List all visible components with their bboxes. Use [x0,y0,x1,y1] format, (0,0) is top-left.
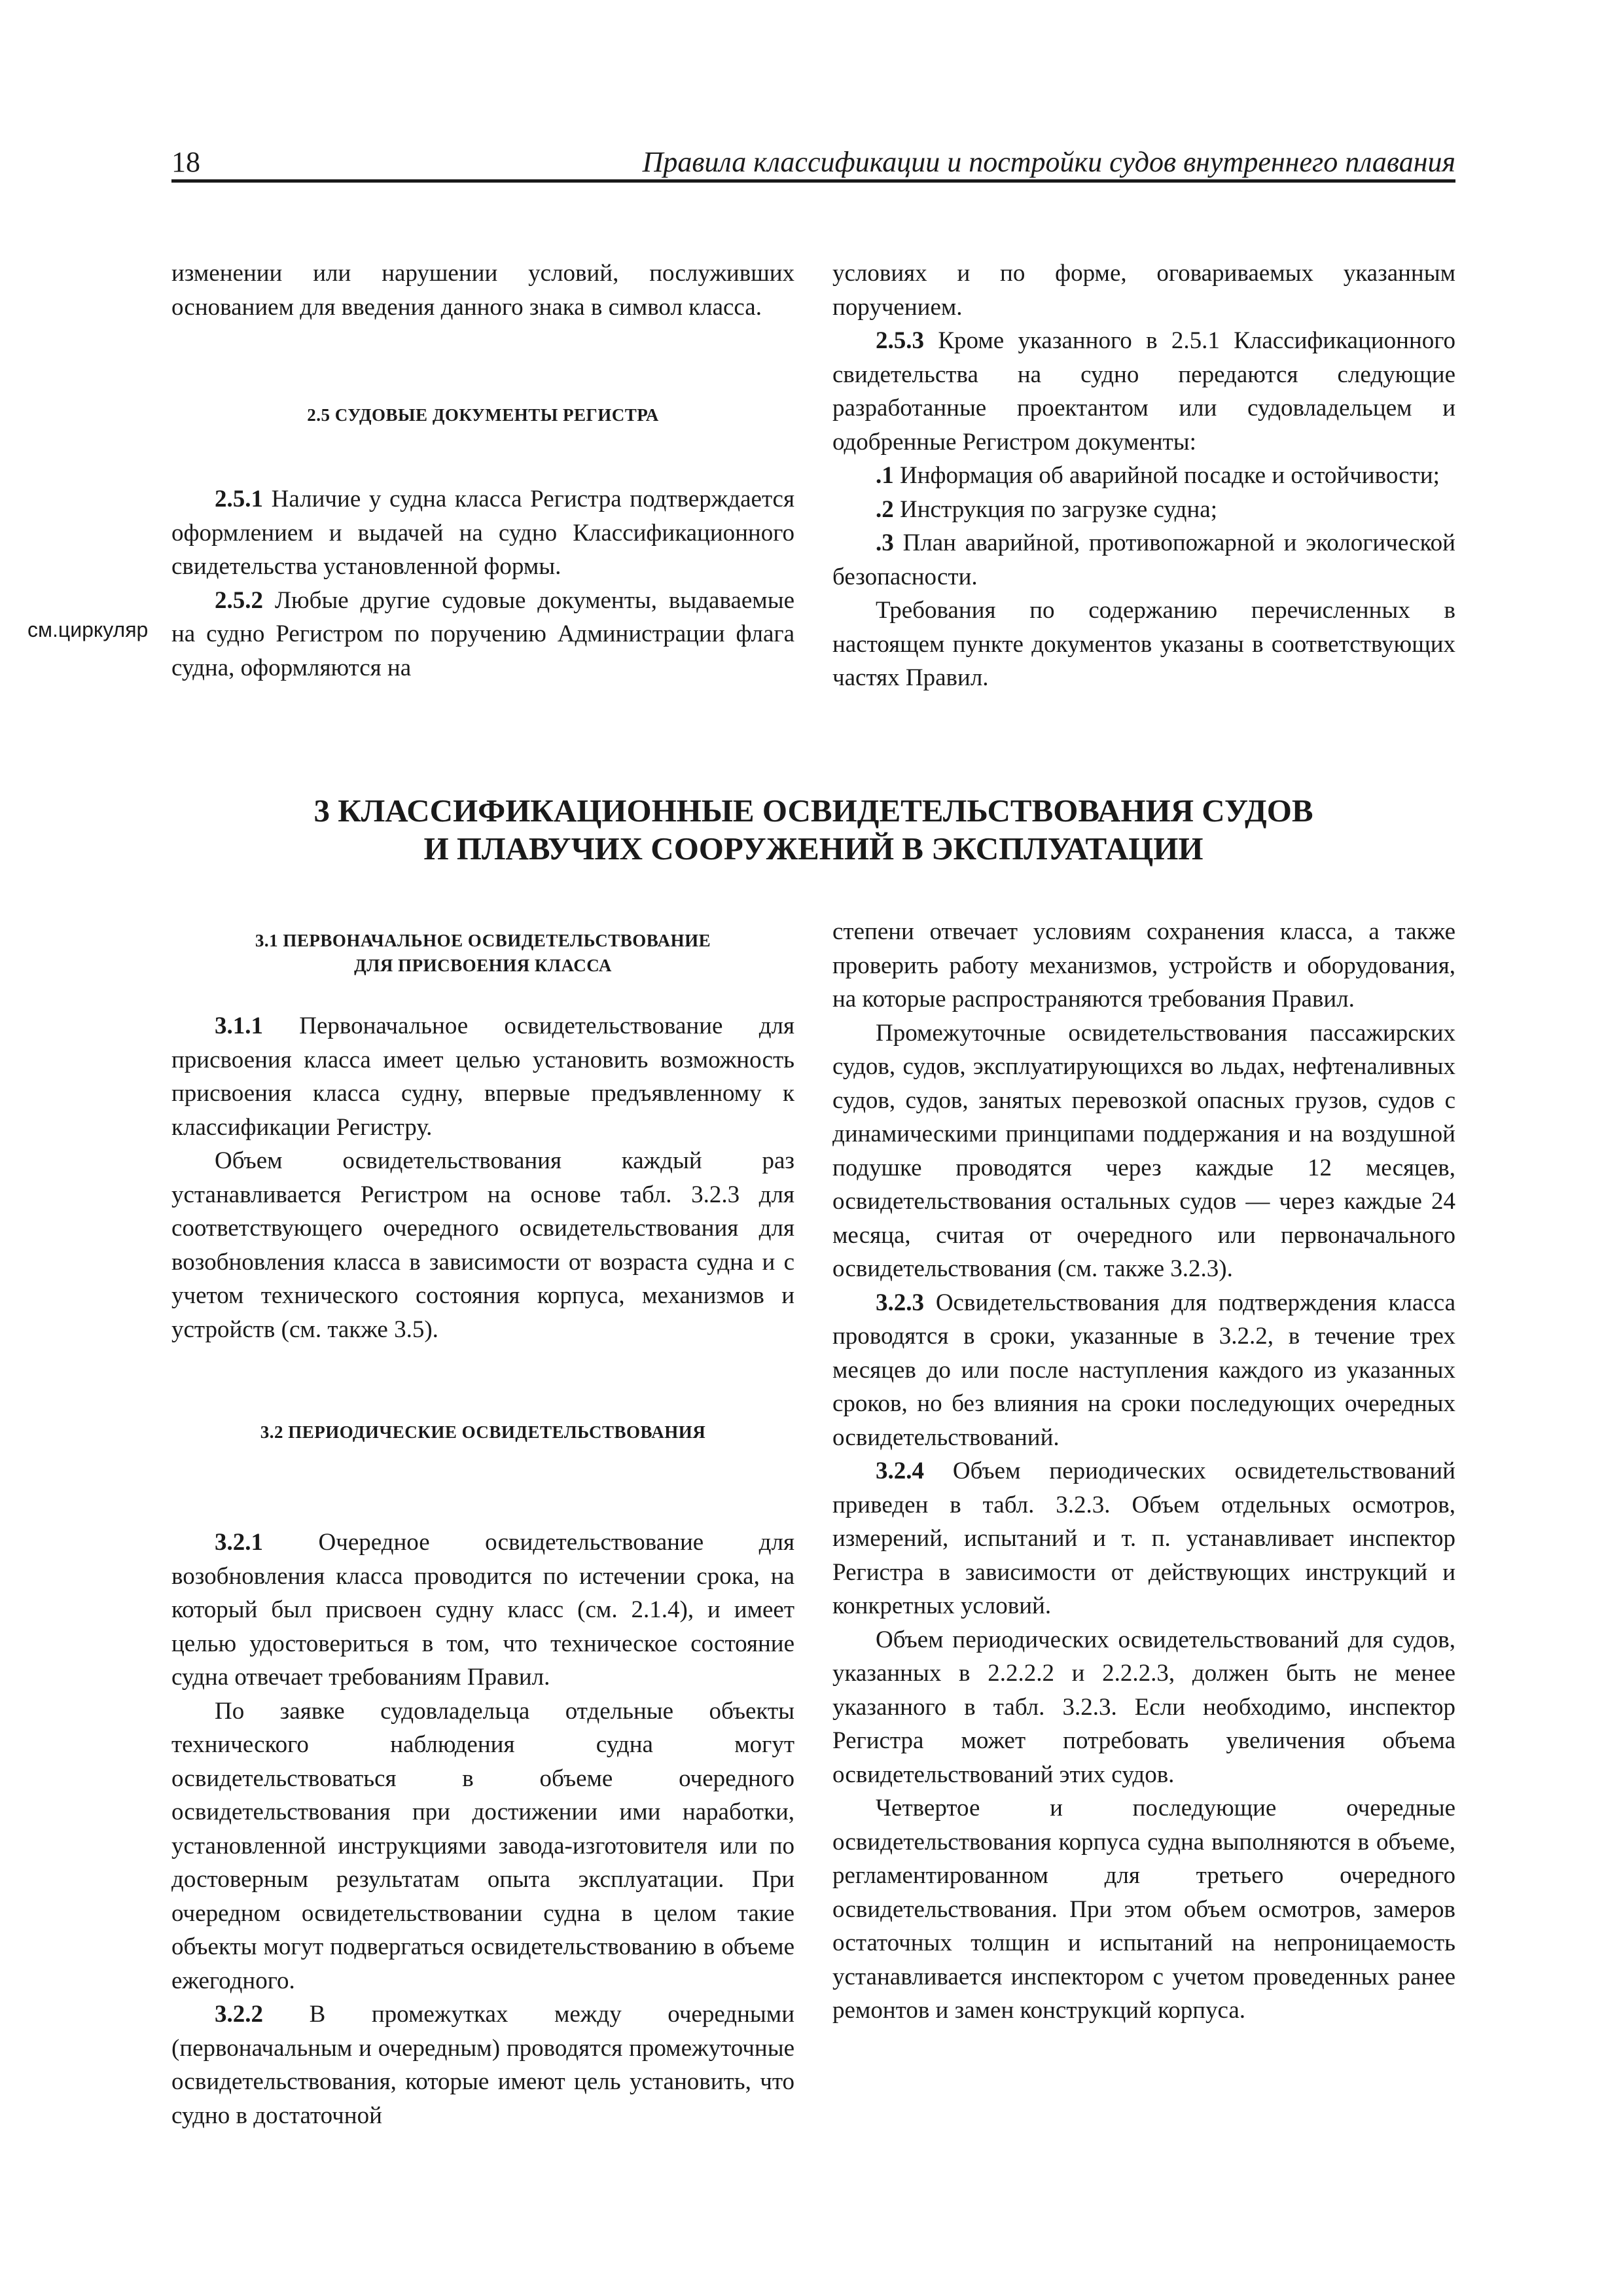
section-heading-3-2: 3.2 ПЕРИОДИЧЕСКИЕ ОСВИДЕТЕЛЬСТВОВАНИЯ [260,1422,706,1442]
paragraph-3-2-2: 3.2.2 В промежутках между очередными (первоначальным и очередным) проводятся промежуточные освидетельствования, которые имеют цель установить, что судно в достаточной [171,2001,794,2129]
paragraph-scope: Объем периодических освидетельствований для судов, указанных в 2.2.2.2 и 2.2.2.3, должен быть не менее указанного в табл. 3.2.3. Если необходимо, инспектор Регистра может потребовать увеличения объема освидетельствований этих судов. [832,1626,1455,1788]
section-heading-3-1: 3.1 ПЕРВОНАЧАЛЬНОЕ ОСВИДЕТЕЛЬСТВОВАНИЕ ДЛЯ ПРИСВОЕНИЯ КЛАССА [255,931,711,975]
paragraph-3-1-1: 3.1.1 Первоначальное освидетельствование для присвоения класса имеет целью установить возможность присвоения класса судну, впервые предъявленному к классификации Регистру. [171,1013,794,1141]
clause-number: 3.2.2 [215,2001,263,2028]
clause-number: 2.5.3 [876,327,924,354]
chapter-title-line-1: 3 КЛАССИФИКАЦИОННЫЕ ОСВИДЕТЕЛЬСТВОВАНИЯ СУДОВ [313,793,1313,829]
continuation-paragraph: степени отвечает условиям сохранения класса, а также проверить работу механизмов, устройств и оборудования, на которые распространяются требования Правил. [832,918,1455,1013]
paragraph-3-2-1-cont: По заявке судовладельца отдельные объекты технического наблюдения судна могут освидетельствоваться в объеме очередного освидетельствования при достижении ими наработки, установленной инструкциями завода-изготовителя или по достоверным результатам опыта эксплуатации. При очередном освидетельствовании судна в целом такие объекты могут подвергаться освидетельствованию в объеме ежегодного. [171,1697,794,1994]
paragraph-3-2-3: 3.2.3 Освидетельствования для подтверждения класса проводятся в сроки, указанные в 3.2.2, в течение трех месяцев до или после наступления каждого из указанных сроков, но без влияния на сроки последующих очередных освидетельствований. [832,1289,1455,1451]
chapter-title-line-2: И ПЛАВУЧИХ СООРУЖЕНИЙ В ЭКСПЛУАТАЦИИ [423,831,1204,867]
list-item: .3 План аварийной, противопожарной и экологической безопасности. [832,529,1455,590]
top-right-column [832,257,1455,695]
clause-number: 3.2.3 [876,1289,924,1316]
clause-number: 3.2.4 [876,1458,924,1484]
list-item: .1 Информация об аварийной посадке и остойчивости; [876,462,1440,489]
bottom-right-column [832,915,1455,2028]
bottom-left-column [171,928,794,2132]
chapter-title [171,792,1455,868]
paragraph-2-5-2: 2.5.2 Любые другие судовые документы, выдаваемые на судно Регистром по поручению Администрации флага судна, оформляются на [171,586,794,681]
paragraph-3-1-1-cont: Объем освидетельствования каждый раз устанавливается Регистром на основе табл. 3.2.3 для соответствующего очередного освидетельствования для возобновления класса в зависимости от возраста судна и с учетом технического состояния корпуса, механизмов и устройств (см. также 3.5). [171,1147,794,1343]
paragraph-intermediate: Промежуточные освидетельствования пассажирских судов, судов, эксплуатирующихся во льдах, нефтеналивных судов, судов, занятых перевозкой опасных грузов, судов с динамическими принципами поддержания и на воздушной подушке проводятся через каждые 12 месяцев, освидетельствования остальных судов — через каждые 24 месяца, считая от очередного или первоначального освидетельствования (см. также 3.2.3). [832,1019,1455,1282]
header-rule [171,179,1455,183]
clause-number: 2.5.1 [215,486,263,512]
document-list [832,459,1455,594]
paragraph-3-2-1: 3.2.1 Очередное освидетельствование для возобновления класса проводится по истечении срока, на который был присвоен судну класс (см. 2.1.4), и имеет целью удостовериться в том, что техническое состояние судна отвечает требованиям Правил. [171,1529,794,1691]
continuation-paragraph: условиях и по форме, оговариваемых указанным поручением. [832,260,1455,321]
section-heading-2-5: 2.5 СУДОВЫЕ ДОКУМЕНТЫ РЕГИСТРА [307,405,659,425]
continuation-paragraph: изменении или нарушении условий, послуживших основанием для введения данного знака в символ класса. [171,260,794,321]
running-title: Правила классификации и постройки судов внутреннего плавания [642,146,1455,178]
clause-number: 3.1.1 [215,1013,263,1039]
clause-number: 3.2.1 [215,1529,263,1556]
list-item: .2 Инструкция по загрузке судна; [876,495,1217,523]
clause-number: 2.5.2 [215,586,263,614]
closing-paragraph: Требования по содержанию перечисленных в настоящем пункте документов указаны в соответствующих частях Правил. [832,597,1455,691]
margin-annotation: см.циркуляр [27,618,149,641]
top-left-column [171,257,794,685]
paragraph-3-2-4: 3.2.4 Объем периодических освидетельствований приведен в табл. 3.2.3. Объем отдельных осмотров, измерений, испытаний и т. п. устанавливает инспектор Регистра в зависимости от действующих инструкций и конкретных условий. [832,1458,1455,1619]
paragraph-fourth-survey: Четвертое и последующие очередные освидетельствования корпуса судна выполняются в объеме, регламентированном для третьего очередного освидетельствования. При этом объем осмотров, замеров остаточных толщин и испытаний на непроницаемость устанавливается инспектором с учетом проведенных ранее ремонтов и замен конструкций корпуса. [832,1795,1455,2024]
page-header [171,145,1455,178]
page-number: 18 [171,146,200,178]
paragraph-2-5-3: 2.5.3 Кроме указанного в 2.5.1 Классификационного свидетельства на судно передаются следующие разработанные проектантом или судовладельцем и одобренные Регистром документы: [832,327,1455,456]
paragraph-2-5-1: 2.5.1 Наличие у судна класса Регистра подтверждается оформлением и выдачей на судно Классификационного свидетельства установленной формы. [171,486,794,580]
